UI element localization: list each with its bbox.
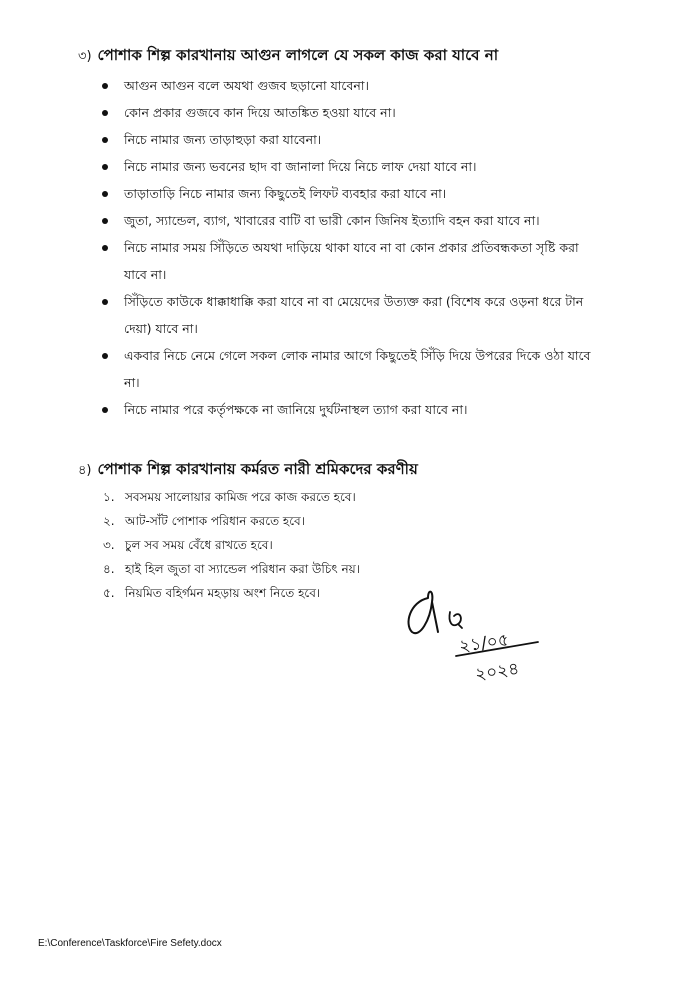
section-4-number: ৪): [78, 463, 92, 478]
signature-year: ২০২৪: [473, 658, 521, 685]
list-item: তাড়াতাড়ি নিচে নামার জন্য কিছুতেই লিফট ব্যবহার করা যাবে না।: [102, 180, 602, 207]
item-number: ৪.: [103, 562, 115, 576]
section-3-title: পোশাক শিল্প কারখানায় আগুন লাগলে যে সকল কাজ করা যাবে না: [97, 46, 499, 64]
item-text: হাই হিল জুতা বা স্যান্ডেল পরিধান করা উচিৎ নয়।: [125, 562, 361, 576]
item-number: ৩.: [103, 538, 115, 552]
section-3-heading: [78, 44, 498, 69]
handwritten-signature: [398, 580, 558, 690]
list-item: সিঁড়িতে কাউকে ধাক্কাধাক্কি করা যাবে না বা মেয়েদের উত্যক্ত করা (বিশেষ করে ওড়না ধরে টান দেয়া) যাবে না।: [102, 288, 602, 342]
item-number: ১.: [103, 490, 115, 504]
list-item: নিচে নামার জন্য তাড়াহুড়া করা যাবেনা।: [102, 126, 602, 153]
list-item: জুতা, স্যান্ডেল, ব্যাগ, খাবারের বাটি বা ভারী কোন জিনিষ ইত্যাদি বহন করা যাবে না।: [102, 207, 602, 234]
footer-file-path: E:\Conference\Taskforce\Fire Sefety.docx: [38, 938, 222, 949]
item-text: নিয়মিত বহির্গমন মহড়ায় অংশ নিতে হবে।: [125, 586, 321, 600]
list-item: কোন প্রকার গুজবে কান দিয়ে আতঙ্কিত হওয়া যাবে না।: [102, 99, 602, 126]
section-4-numbered-list: [103, 485, 360, 605]
list-item: [103, 581, 360, 605]
item-number: ৫.: [103, 586, 115, 600]
section-3-number: ৩): [78, 49, 92, 64]
item-text: সবসময় সালোয়ার কামিজ পরে কাজ করতে হবে।: [125, 490, 356, 504]
list-item: আগুন আগুন বলে অযথা গুজব ছড়ানো যাবেনা।: [102, 72, 602, 99]
list-item: [103, 533, 360, 557]
item-text: চুল সব সময় বেঁধে রাখতে হবে।: [125, 538, 273, 552]
item-text: আট-সাঁট পোশাক পরিধান করতে হবে।: [125, 514, 306, 528]
list-item: [103, 509, 360, 533]
item-number: ২.: [103, 514, 115, 528]
signature-date: ২১/০৫: [457, 630, 511, 657]
list-item: [103, 557, 360, 581]
section-4-heading: [78, 458, 418, 483]
list-item: একবার নিচে নেমে গেলে সকল লোক নামার আগে কিছুতেই সিঁড়ি দিয়ে উপরের দিকে ওঠা যাবে না।: [102, 342, 602, 396]
list-item: নিচে নামার জন্য ভবনের ছাদ বা জানালা দিয়ে নিচে লাফ দেয়া যাবে না।: [102, 153, 602, 180]
list-item: নিচে নামার পরে কর্তৃপক্ষকে না জানিয়ে দুর্ঘটনাস্থল ত্যাগ করা যাবে না।: [102, 396, 602, 423]
list-item: নিচে নামার সময় সিঁড়িতে অযথা দাড়িয়ে থাকা যাবে না বা কোন প্রকার প্রতিবন্ধকতা সৃষ্টি করা যাবে না।: [102, 234, 602, 288]
list-item: [103, 485, 360, 509]
section-3-bullet-list: [102, 72, 602, 423]
section-4-title: পোশাক শিল্প কারখানায় কর্মরত নারী শ্রমিকদের করণীয়: [97, 460, 418, 478]
